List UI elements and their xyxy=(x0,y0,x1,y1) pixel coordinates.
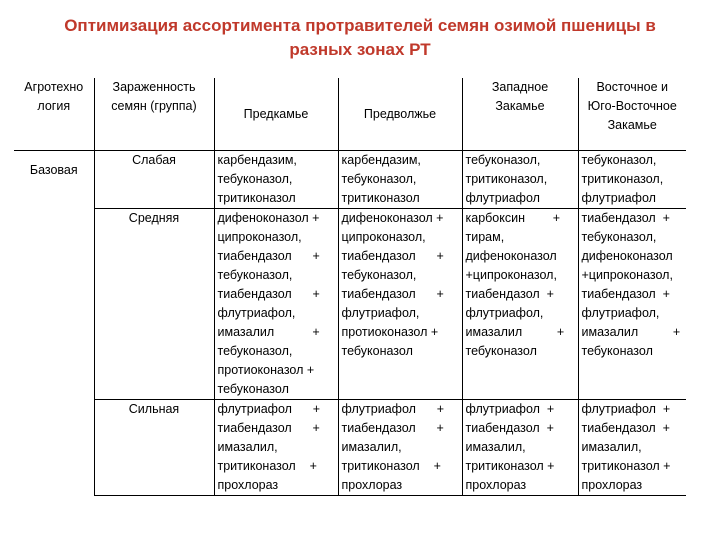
treatment-line: +ципроконазол, xyxy=(465,268,557,282)
treatment-line: дифеноконазол xyxy=(581,249,673,263)
header-seed-infection xyxy=(94,78,214,151)
treatment-line: имазалил + xyxy=(465,325,565,339)
treatment-line: тебуконазол, xyxy=(341,172,417,186)
treatment-cell-west-zakamye xyxy=(462,209,578,400)
header-agrotechnology xyxy=(14,78,94,151)
treatment-line: тиабендазол + xyxy=(217,421,320,435)
table-row xyxy=(14,400,686,496)
treatment-line: тиабендазол + xyxy=(341,421,444,435)
treatment-cell-east-zakamye xyxy=(578,400,686,496)
treatment-line: протиоконазол + xyxy=(217,363,315,377)
header-text-line: логия xyxy=(37,99,71,113)
treatment-line: флутриафол xyxy=(581,191,656,205)
treatment-cell-predvolzhye xyxy=(338,400,462,496)
treatment-line: карбендазим, xyxy=(217,153,297,167)
treatment-cell-predkamye xyxy=(214,400,338,496)
treatment-line: тритиконазол + xyxy=(581,459,671,473)
treatment-line: имазалил, xyxy=(341,440,402,454)
table-row xyxy=(14,209,686,400)
header-zone-east-zakamye xyxy=(578,78,686,151)
treatment-line: тритиконазол + xyxy=(217,459,317,473)
treatment-line: ципроконазол, xyxy=(341,230,426,244)
treatment-line: прохлораз xyxy=(341,478,403,492)
infection-group-cell: Сильная xyxy=(94,400,214,496)
treatment-line: флутриафол + xyxy=(217,402,321,416)
treatment-line: тебуконазол, xyxy=(581,230,657,244)
treatment-line: тиабендазол + xyxy=(465,421,554,435)
treatment-line: тирам, xyxy=(465,230,505,244)
treatment-line: тиабендазол + xyxy=(341,249,444,263)
treatment-cell-west-zakamye xyxy=(462,400,578,496)
header-text-line: Предволжье xyxy=(363,106,437,121)
treatment-line: тритиконазол + xyxy=(465,459,555,473)
treatment-line: тебуконазол, xyxy=(581,153,657,167)
treatment-cell-predkamye xyxy=(214,151,338,209)
treatment-line: дифеноконазол xyxy=(465,249,557,263)
treatment-line: тритиконазол xyxy=(217,191,296,205)
treatment-line: флутриафол + xyxy=(465,402,555,416)
treatment-cell-predvolzhye xyxy=(338,151,462,209)
treatment-line: прохлораз xyxy=(581,478,643,492)
treatment-line: флутриафол + xyxy=(581,402,671,416)
treatment-line: тебуконазол, xyxy=(217,344,293,358)
table-header-row xyxy=(14,78,686,151)
treatment-line: тебуконазол xyxy=(341,344,413,358)
treatment-line: протиоконазол + xyxy=(341,325,439,339)
header-text-line: Закамье xyxy=(495,99,545,113)
treatment-line: тебуконазол, xyxy=(217,268,293,282)
treatment-line: флутриафол, xyxy=(465,306,544,320)
treatment-cell-west-zakamye xyxy=(462,151,578,209)
header-zone-predkamye xyxy=(214,78,338,151)
treatment-line: прохлораз xyxy=(465,478,527,492)
header-text-line: семян (группа) xyxy=(111,99,197,113)
treatment-line: флутриафол, xyxy=(581,306,660,320)
header-text-line: Агротехно xyxy=(24,80,84,94)
treatment-line: тритиконазол + xyxy=(341,459,441,473)
agrotechnology-cell xyxy=(14,151,94,496)
treatment-line: карбендазим, xyxy=(341,153,421,167)
header-text-line: Западное xyxy=(491,80,549,94)
table-row xyxy=(14,151,686,209)
header-text-line: Восточное и xyxy=(596,80,669,94)
treatment-line: имазалил + xyxy=(217,325,320,339)
treatment-cell-predvolzhye xyxy=(338,209,462,400)
fungicide-table xyxy=(14,78,686,496)
page-title: Оптимизация ассортимента протравителей семян озимой пшеницы в разных зонах РТ xyxy=(64,16,656,59)
treatment-line: дифеноконазол + xyxy=(341,211,444,225)
treatment-line: имазалил + xyxy=(581,325,681,339)
treatment-line: имазалил, xyxy=(465,440,526,454)
treatment-cell-east-zakamye xyxy=(578,209,686,400)
treatment-line: тиабендазол + xyxy=(465,287,554,301)
treatment-line: тритиконазол, xyxy=(581,172,664,186)
treatment-line: тиабендазол + xyxy=(217,249,320,263)
treatment-line: прохлораз xyxy=(217,478,279,492)
treatment-line: тебуконазол xyxy=(217,382,289,396)
treatment-line: тебуконазол, xyxy=(217,172,293,186)
treatment-line: ципроконазол, xyxy=(217,230,302,244)
treatment-line: тебуконазол, xyxy=(341,268,417,282)
header-zone-west-zakamye xyxy=(462,78,578,151)
header-zone-predvolzhye xyxy=(338,78,462,151)
infection-group-cell: Слабая xyxy=(94,151,214,209)
header-text-line: Зараженность xyxy=(112,80,196,94)
treatment-line: тебуконазол, xyxy=(465,153,541,167)
treatment-line: тритиконазол, xyxy=(465,172,548,186)
treatment-line: тиабендазол + xyxy=(217,287,320,301)
treatment-line: тиабендазол + xyxy=(341,287,444,301)
treatment-line: тебуконазол xyxy=(581,344,653,358)
agrotechnology-label: Базовая xyxy=(29,163,78,177)
treatment-line: флутриафол, xyxy=(217,306,296,320)
treatment-line: тебуконазол xyxy=(465,344,537,358)
treatment-cell-east-zakamye xyxy=(578,151,686,209)
treatment-line: тиабендазол + xyxy=(581,287,670,301)
treatment-line: карбоксин + xyxy=(465,211,561,225)
treatment-line: +ципроконазол, xyxy=(581,268,673,282)
treatment-line: флутриафол + xyxy=(341,402,445,416)
header-text-line: Предкамье xyxy=(243,106,309,121)
treatment-line: имазалил, xyxy=(217,440,278,454)
treatment-line: тиабендазол + xyxy=(581,421,670,435)
header-text-line: Юго-Восточное xyxy=(587,99,677,113)
treatment-line: флутриафол, xyxy=(341,306,420,320)
infection-group-cell: Средняя xyxy=(94,209,214,400)
treatment-line: тритиконазол xyxy=(341,191,420,205)
header-text-line: Закамье xyxy=(607,118,657,132)
treatment-line: имазалил, xyxy=(581,440,642,454)
treatment-line: флутриафол xyxy=(465,191,540,205)
treatment-cell-predkamye xyxy=(214,209,338,400)
treatment-line: дифеноконазол + xyxy=(217,211,320,225)
treatment-line: тиабендазол + xyxy=(581,211,670,225)
